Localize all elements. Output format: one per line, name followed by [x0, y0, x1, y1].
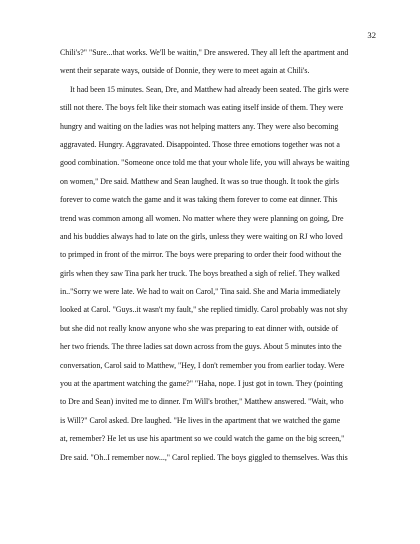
text-line: hungry and waiting on the ladies was not helping matters any. They were also becoming: [60, 121, 339, 131]
text-line: is Will?" Carol asked. Dre laughed. "He lives in the apartment that we watched the game: [60, 415, 341, 425]
text-line: Chili's?" "Sure...that works. We'll be waitin," Dre answered. They all left the apartment and: [60, 48, 349, 57]
text-line: on women," Dre said. Matthew and Sean laughed. It was so true though. It took the girls: [60, 176, 339, 186]
text-line: and his buddies always had to late on the girls, unless they were waiting on RJ who loved: [60, 231, 343, 241]
text-line: girls when they saw Tina park her truck. The boys breathed a sigh of relief. They walked: [60, 268, 340, 278]
text-line: good combination. "Someone once told me that your whole life, you will always be waiting: [60, 158, 350, 168]
text-line: Dre said. "Oh..I remember now...," Carol replied. The boys giggled to themselves. Was this: [60, 452, 348, 462]
body-text: [60, 44, 370, 467]
text-line: you at the apartment watching the game?" "Haha, nope. I just got in town. They (pointing: [60, 379, 343, 389]
text-line: to Dre and Sean) invited me to dinner. I'm Will's brother," Matthew answered. "Wait, who: [60, 397, 344, 407]
text-line: went their separate ways, outside of Donnie, they were to meet again at Chili's.: [60, 66, 310, 76]
text-line: aggravated. Hungry. Aggravated. Disappointed. Those three emotions together was not a: [60, 139, 340, 149]
text-line: but she did not really know anyone who she was preparing to eat dinner with, outside of: [60, 323, 339, 333]
text-line: still not there. The boys felt like their stomach was eating itself inside of them. They were: [60, 103, 344, 113]
text-line: conversation, Carol said to Matthew, "Hey, I don't remember you from earlier today. Were: [60, 360, 345, 370]
text-line: looked at Carol. "Guys..it wasn't my fault," she replied timidly. Carol probably was not shy: [60, 305, 348, 315]
text-line: to primped in front of the mirror. The boys were preparing to order their food without the: [60, 250, 342, 260]
text-line: her two friends. The three ladies sat down across from the guys. About 5 minutes into the: [60, 342, 342, 352]
text-line: It had been 15 minutes. Sean, Dre, and Matthew had already been seated. The girls were: [70, 84, 349, 94]
text-line: at, remember? He let us use his apartment so we could watch the game on the big screen,": [60, 434, 345, 444]
text-line: in.."Sorry we were late. We had to wait on Carol," Tina said. She and Maria immediately: [60, 287, 341, 297]
text-line: forever to come watch the game and it was taking them forever to come eat dinner. This: [60, 195, 338, 205]
text-line: trend was common among all women. No matter where they were planning on going, Dre: [60, 213, 344, 223]
page-number: 32: [367, 30, 376, 40]
